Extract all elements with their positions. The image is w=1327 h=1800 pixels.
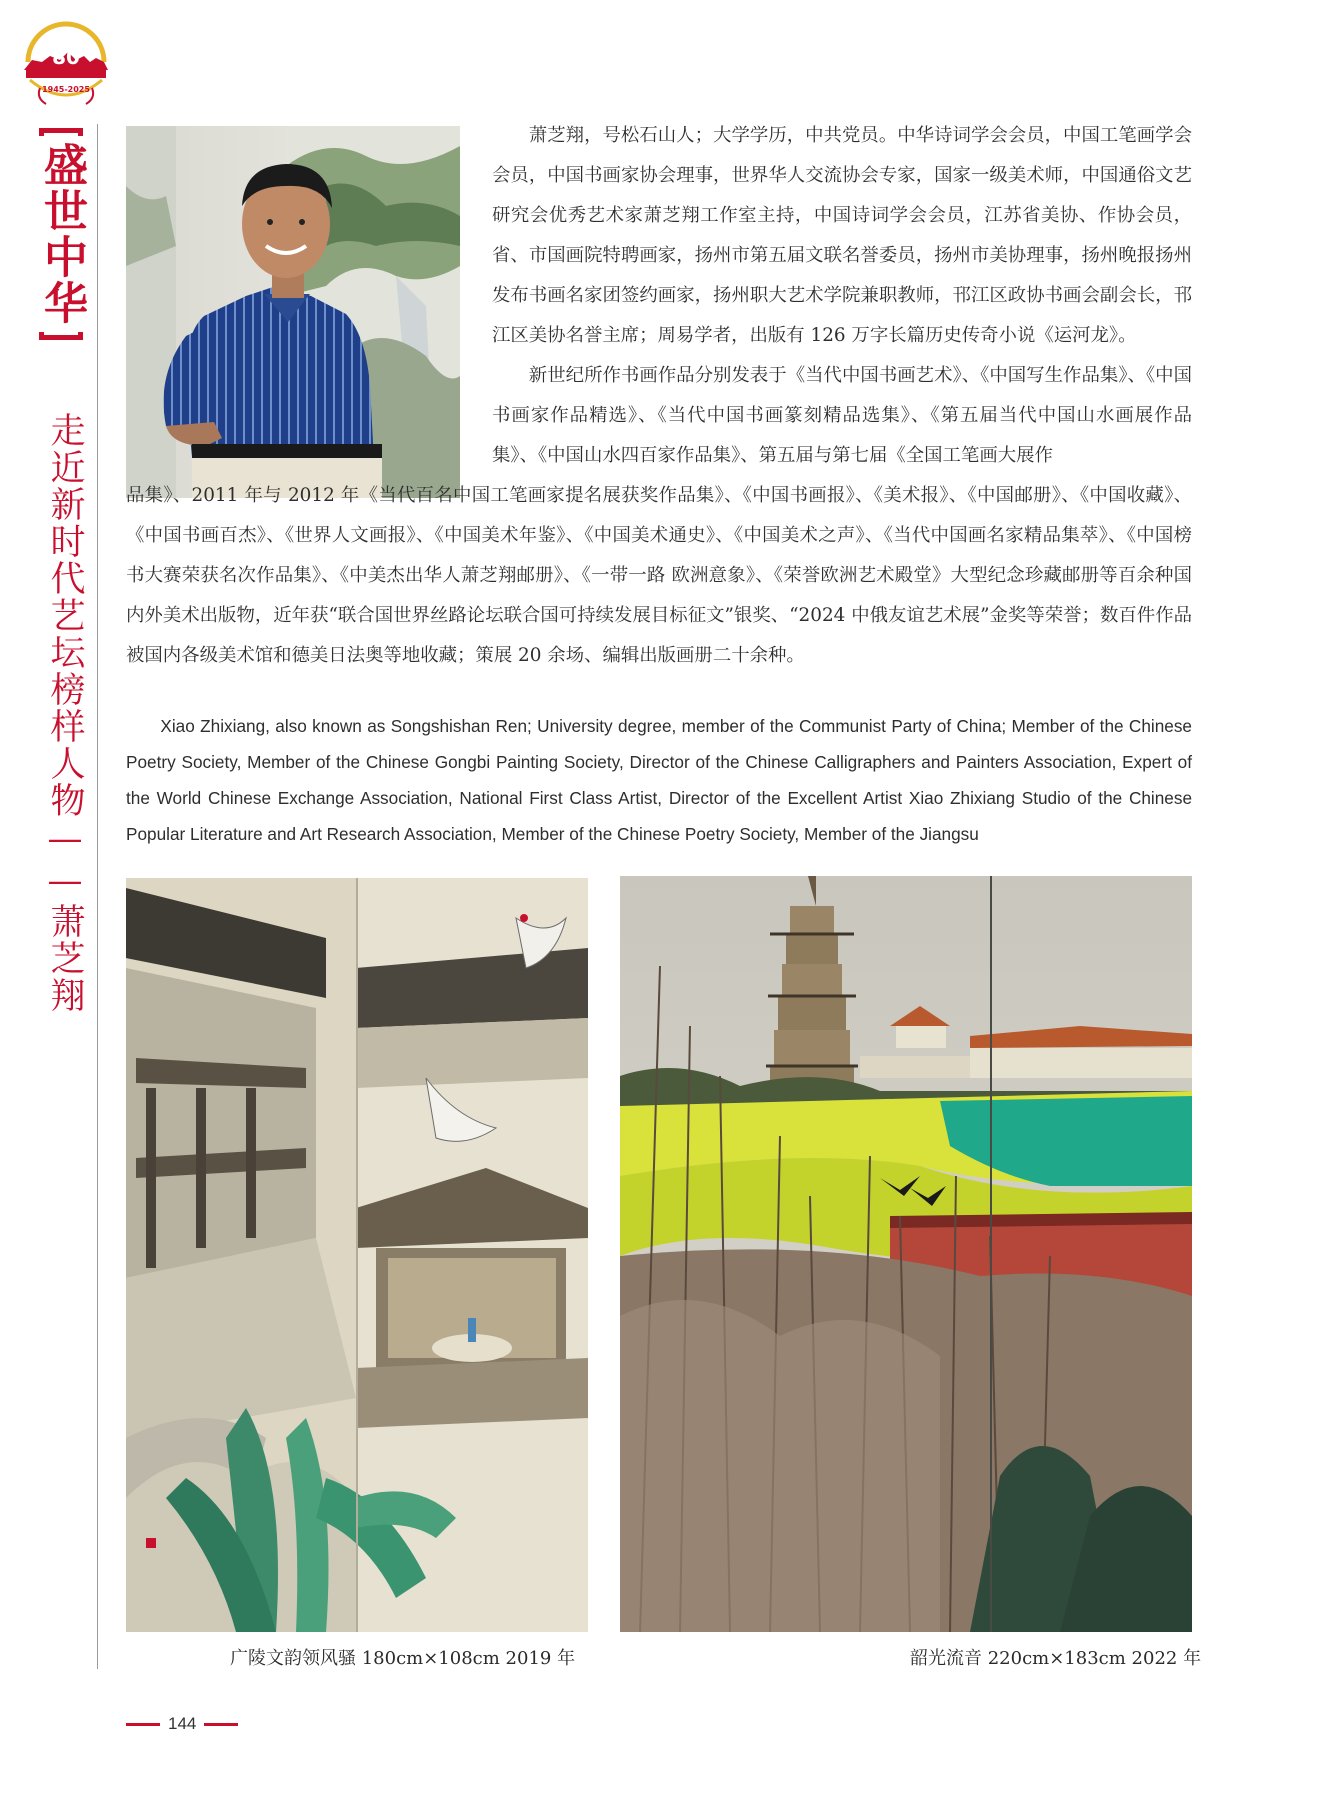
footer-rule-left <box>126 1723 160 1726</box>
painting-shaoguang <box>620 876 1192 1632</box>
section-title <box>34 128 88 390</box>
page-footer <box>126 1714 238 1734</box>
column-subtitle: 走近新时代艺坛榜样人物——萧芝翔 <box>45 412 85 1014</box>
bio-paragraph-2-start: 新世纪所作书画作品分别发表于《当代中国书画艺术》、《中国写生作品集》、《中国书画家作品精选》、《当代中国书画篆刻精品选集》、《第五届当代中国山水画展作品集》、《中国山水四百家作品集》、第五届与第七届《全国工笔画大展作 <box>492 365 1192 466</box>
caption-painting-shaoguang: 韶光流音 220cm×183cm 2022 年 <box>910 1648 1202 1669</box>
bio-paragraph-1: 萧芝翔，号松石山人；大学学历，中共党员。中华诗词学会会员，中国工笔画学会会员，中国书画家协会理事，世界华人交流协会专家，国家一级美术师，中国通俗文艺研究会优秀艺术家萧芝翔工作室主持，中国诗词学会会员，江苏省美协、作协会员，省、市国画院特聘画家，扬州市第五届文联名誉委员，扬州市美协理事，扬州晚报扬州发布书画名家团签约画家，扬州职大艺术学院兼职教师，邗江区政协书画会副会长，邗江区美协名誉主席；周易学者，出版有 126 万字长篇历史传奇小说《运河龙》。 <box>492 125 1192 346</box>
section-title-text: 盛世中华 <box>36 142 87 326</box>
footer-rule-right <box>204 1723 238 1726</box>
bracket-top <box>39 128 83 136</box>
logo-years: 1945-2025 <box>42 85 90 94</box>
caption-painting-guangling: 广陵文韵领风骚 180cm×108cm 2019 年 <box>230 1648 576 1669</box>
bio-bottom-block <box>126 476 1192 676</box>
english-bio: Xiao Zhixiang, also known as Songshishan Ren; University degree, member of the Communist Party of China; Member of the Chinese Poetry Society, Member of the Chinese Gongbi Painting Society, Director of the Chinese Calligraphers and Painters Association, Expert of the World Chinese Exchange Association, National First Class Artist, Director of the Excellent Artist Xiao Zhixiang Studio of the Chinese Popular Literature and Art Research Association, Member of the Chinese Poetry Society, Member of the Jiangsu <box>126 716 1192 844</box>
painting-guangling <box>126 878 588 1632</box>
bracket-bottom <box>39 332 83 340</box>
bio-top-block <box>492 116 1192 476</box>
logo-number: 80 <box>52 45 80 69</box>
bio-paragraph-2-continued: 品集》、2011 年与 2012 年《当代百名中国工笔画家提名展获奖作品集》、《中国书画报》、《美术报》、《中国邮册》、《中国收藏》、《中国书画百杰》、《世界人文画报》、《中国美术年鉴》、《中国美术通史》、《中国美术之声》、《当代中国画名家精品集萃》、《中国榜书大赛荣获名次作品集》、《中美杰出华人萧芝翔邮册》、《一带一路 欧洲意象》、《荣誉欧洲艺术殿堂》大型纪念珍藏邮册等百余种国内外美术出版物，近年获“联合国世界丝路论坛联合国可持续发展目标征文”银奖、“2024 中俄友谊艺术展”金奖等荣誉；数百件作品被国内各级美术馆和德美日法奥等地收藏；策展 20 余场、编辑出版画册二十余种。 <box>126 485 1192 666</box>
page-number: 144 <box>168 1714 197 1733</box>
column-divider <box>97 124 98 1669</box>
anniversary-logo <box>20 18 112 114</box>
artist-portrait <box>126 126 460 498</box>
